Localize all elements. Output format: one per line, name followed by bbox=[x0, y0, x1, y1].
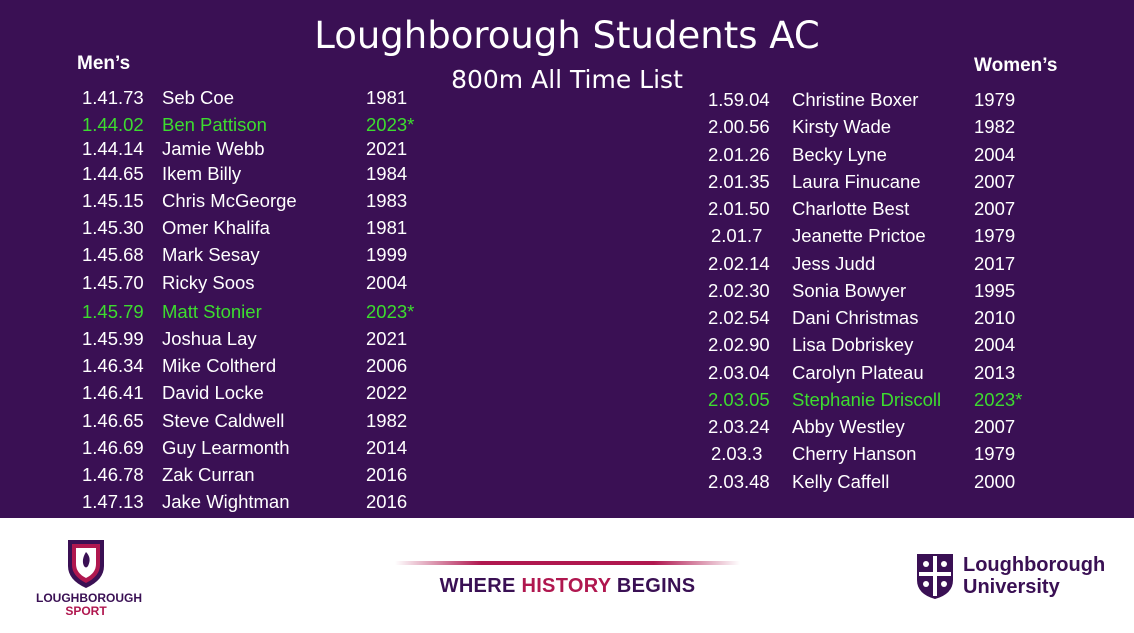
womens-name: Lisa Dobriskey bbox=[792, 334, 914, 355]
mens-name: Chris McGeorge bbox=[162, 190, 297, 211]
womens-year: 1979 bbox=[974, 89, 1016, 110]
womens-row bbox=[0, 306, 1134, 330]
mens-name: Jamie Webb bbox=[162, 138, 265, 159]
womens-year: 1979 bbox=[974, 443, 1016, 464]
mens-name: Matt Stonier bbox=[162, 301, 262, 322]
loughborough-sport-shield-icon bbox=[36, 536, 136, 592]
womens-name: Christine Boxer bbox=[792, 89, 919, 110]
mens-time: 1.46.78 bbox=[82, 464, 144, 485]
womens-time: 2.03.04 bbox=[708, 362, 770, 383]
page-title: Loughborough Students AC bbox=[314, 14, 820, 57]
mens-name: Ricky Soos bbox=[162, 272, 255, 293]
footer bbox=[0, 518, 1134, 633]
womens-row bbox=[0, 279, 1134, 303]
tagline-rule bbox=[395, 561, 740, 565]
womens-time: 2.03.05 bbox=[708, 389, 770, 410]
mens-year: 1981 bbox=[366, 217, 408, 238]
mens-name: Guy Learmonth bbox=[162, 437, 290, 458]
mens-heading: Men’s bbox=[77, 53, 131, 74]
womens-year: 2000 bbox=[974, 471, 1016, 492]
mens-time: 1.46.65 bbox=[82, 410, 144, 431]
mens-name: Zak Curran bbox=[162, 464, 255, 485]
mens-year: 1982 bbox=[366, 410, 408, 431]
womens-year: 1982 bbox=[974, 116, 1016, 137]
mens-time: 1.44.02 bbox=[82, 114, 144, 135]
university-crest-icon bbox=[915, 552, 955, 600]
mens-time: 1.45.79 bbox=[82, 301, 144, 322]
womens-row bbox=[0, 88, 1134, 112]
womens-year: 2017 bbox=[974, 253, 1016, 274]
womens-time: 2.02.54 bbox=[708, 307, 770, 328]
womens-time: 2.01.35 bbox=[708, 171, 770, 192]
womens-row bbox=[0, 115, 1134, 139]
womens-name: Stephanie Driscoll bbox=[792, 389, 942, 410]
womens-time: 2.03.3 bbox=[711, 443, 763, 464]
mens-year: 2023* bbox=[366, 114, 415, 135]
mens-year: 1999 bbox=[366, 244, 408, 265]
university-line2: University bbox=[963, 576, 1060, 598]
womens-year: 2023* bbox=[974, 389, 1023, 410]
womens-time: 2.02.90 bbox=[708, 334, 770, 355]
mens-time: 1.47.13 bbox=[82, 491, 144, 512]
womens-time: 2.03.48 bbox=[708, 471, 770, 492]
womens-name: Jeanette Prictoe bbox=[792, 225, 926, 246]
mens-time: 1.46.41 bbox=[82, 382, 144, 403]
womens-name: Kelly Caffell bbox=[792, 471, 890, 492]
mens-name: Ben Pattison bbox=[162, 114, 267, 135]
womens-name: Jess Judd bbox=[792, 253, 876, 274]
mens-year: 1984 bbox=[366, 163, 408, 184]
womens-name: Kirsty Wade bbox=[792, 116, 892, 137]
tagline-part1: WHERE bbox=[439, 575, 522, 597]
mens-time: 1.41.73 bbox=[82, 87, 144, 108]
mens-year: 2006 bbox=[366, 355, 408, 376]
mens-year: 2014 bbox=[366, 437, 408, 458]
mens-year: 2021 bbox=[366, 328, 408, 349]
womens-time: 2.02.14 bbox=[708, 253, 770, 274]
mens-time: 1.45.30 bbox=[82, 217, 144, 238]
womens-row bbox=[0, 361, 1134, 385]
womens-time: 2.03.24 bbox=[708, 416, 770, 437]
womens-year: 2010 bbox=[974, 307, 1016, 328]
mens-time: 1.46.34 bbox=[82, 355, 144, 376]
womens-time: 2.01.7 bbox=[711, 225, 763, 246]
mens-name: Mark Sesay bbox=[162, 244, 260, 265]
womens-time: 2.00.56 bbox=[708, 116, 770, 137]
mens-name: Ikem Billy bbox=[162, 163, 242, 184]
mens-name: Steve Caldwell bbox=[162, 410, 285, 431]
mens-time: 1.45.70 bbox=[82, 272, 144, 293]
loughborough-sport-logo bbox=[36, 536, 142, 618]
page-subtitle: 800m All Time List bbox=[451, 65, 683, 94]
womens-row bbox=[0, 252, 1134, 276]
womens-row bbox=[0, 143, 1134, 167]
mens-year: 2016 bbox=[366, 491, 408, 512]
mens-name: Seb Coe bbox=[162, 87, 234, 108]
mens-year: 1983 bbox=[366, 190, 408, 211]
womens-name: Cherry Hanson bbox=[792, 443, 917, 464]
mens-time: 1.45.15 bbox=[82, 190, 144, 211]
womens-row bbox=[0, 470, 1134, 494]
mens-year: 1981 bbox=[366, 87, 408, 108]
womens-name: Laura Finucane bbox=[792, 171, 921, 192]
mens-name: David Locke bbox=[162, 382, 264, 403]
womens-row bbox=[0, 333, 1134, 357]
womens-year: 2007 bbox=[974, 198, 1016, 219]
womens-name: Carolyn Plateau bbox=[792, 362, 924, 383]
mens-time: 1.46.69 bbox=[82, 437, 144, 458]
university-name bbox=[963, 554, 1105, 598]
womens-name: Becky Lyne bbox=[792, 144, 887, 165]
mens-time: 1.44.14 bbox=[82, 138, 144, 159]
womens-row bbox=[0, 442, 1134, 466]
womens-year: 2004 bbox=[974, 144, 1016, 165]
mens-name: Mike Coltherd bbox=[162, 355, 277, 376]
tagline-history: HISTORY bbox=[521, 575, 611, 597]
mens-year: 2016 bbox=[366, 464, 408, 485]
mens-time: 1.45.68 bbox=[82, 244, 144, 265]
sport-logo-line1: LOUGHBOROUGH bbox=[36, 591, 142, 605]
tagline bbox=[395, 575, 740, 598]
loughborough-sport-text bbox=[36, 591, 142, 618]
mens-time: 1.44.65 bbox=[82, 163, 144, 184]
womens-year: 2013 bbox=[974, 362, 1016, 383]
mens-name: Jake Wightman bbox=[162, 491, 290, 512]
womens-year: 2007 bbox=[974, 416, 1016, 437]
womens-time: 2.02.30 bbox=[708, 280, 770, 301]
sport-logo-line2: SPORT bbox=[65, 604, 107, 618]
womens-year: 2007 bbox=[974, 171, 1016, 192]
mens-year: 2022 bbox=[366, 382, 408, 403]
womens-name: Charlotte Best bbox=[792, 198, 910, 219]
womens-name: Abby Westley bbox=[792, 416, 905, 437]
womens-heading: Women’s bbox=[974, 55, 1058, 76]
mens-year: 2004 bbox=[366, 272, 408, 293]
womens-row bbox=[0, 415, 1134, 439]
womens-row bbox=[0, 388, 1134, 412]
womens-name: Dani Christmas bbox=[792, 307, 919, 328]
womens-year: 1979 bbox=[974, 225, 1016, 246]
tagline-part3: BEGINS bbox=[611, 575, 696, 597]
womens-year: 2004 bbox=[974, 334, 1016, 355]
womens-name: Sonia Bowyer bbox=[792, 280, 907, 301]
mens-name: Omer Khalifa bbox=[162, 217, 270, 238]
womens-row bbox=[0, 224, 1134, 248]
womens-row bbox=[0, 170, 1134, 194]
mens-name: Joshua Lay bbox=[162, 328, 257, 349]
mens-year: 2023* bbox=[366, 301, 415, 322]
mens-time: 1.45.99 bbox=[82, 328, 144, 349]
womens-time: 2.01.50 bbox=[708, 198, 770, 219]
womens-row bbox=[0, 197, 1134, 221]
womens-time: 1.59.04 bbox=[708, 89, 770, 110]
womens-year: 1995 bbox=[974, 280, 1016, 301]
mens-year: 2021 bbox=[366, 138, 408, 159]
womens-time: 2.01.26 bbox=[708, 144, 770, 165]
university-line1: Loughborough bbox=[963, 554, 1106, 576]
